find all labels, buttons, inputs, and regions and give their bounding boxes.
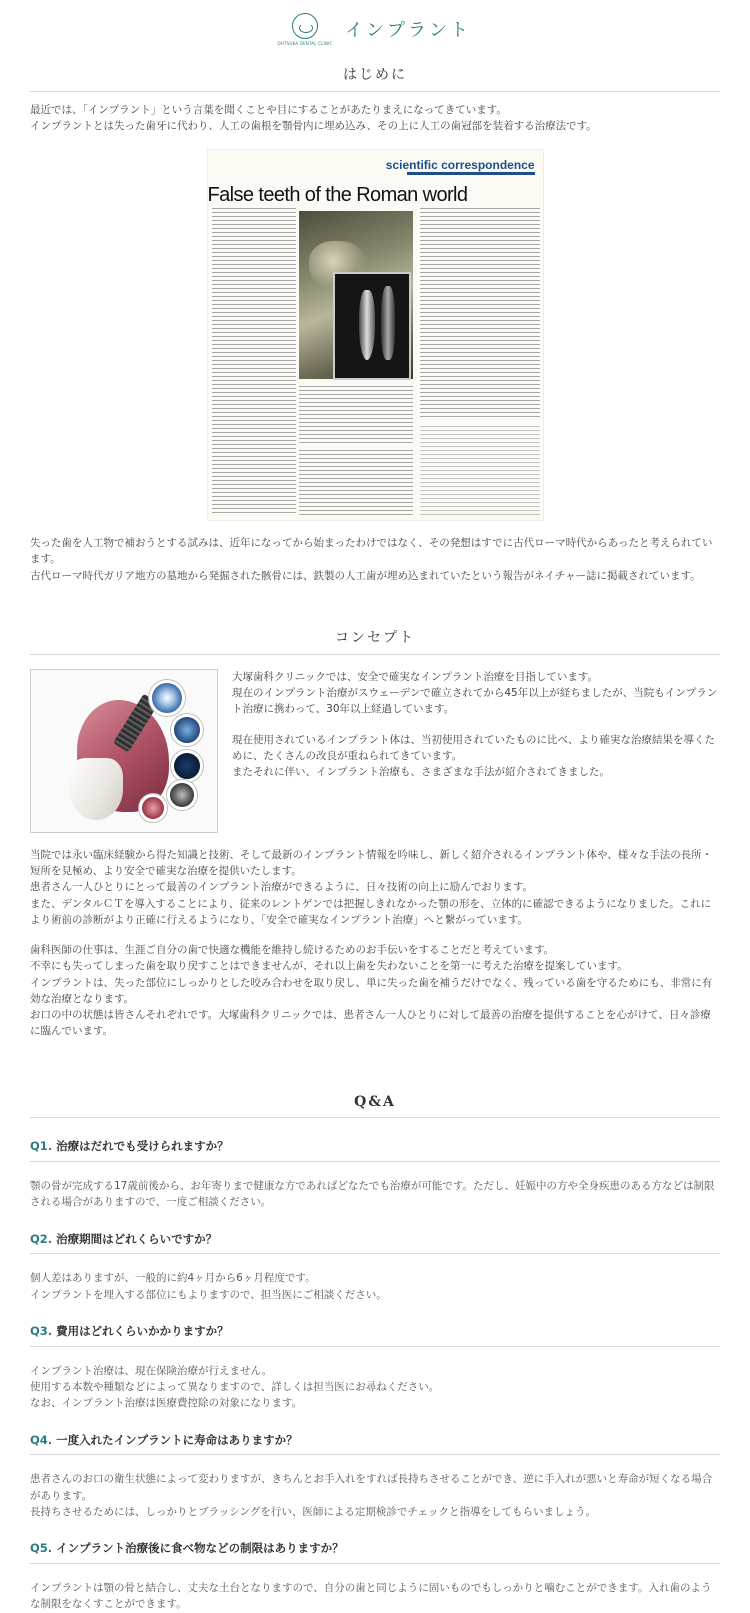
article-text-column (420, 208, 540, 418)
question-number: Q5. (30, 1541, 53, 1556)
article-text-column (212, 208, 296, 516)
detail-bubble (149, 680, 185, 716)
answer (30, 1580, 720, 1613)
question-text: 治療期間はどれくらいですか？ (56, 1231, 218, 1246)
detail-bubble (139, 794, 167, 822)
concept-body-line: 歯科医師の仕事は、生涯ご自分の歯で快適な機能を維持し続けるためのお手伝いをすることだと考えています。 (30, 944, 555, 957)
question (30, 1432, 720, 1456)
logo-icon (292, 13, 318, 39)
site-header (30, 0, 720, 55)
detail-bubble (171, 750, 203, 782)
question-number: Q2. (30, 1231, 53, 1246)
question-text: 一度入れたインプラントに寿命はありますか？ (56, 1432, 298, 1447)
intro-after-line: 失った歯を人工物で補おうとする試みは、近年になってから始まったわけではなく、その発想はすでに古代ローマ時代からあったと考えられています。 (30, 537, 713, 566)
question-number: Q1. (30, 1139, 53, 1154)
article-tag: scientific correspondence (385, 158, 535, 173)
concept-body-line: お口の中の状態は皆さんそれぞれです。大塚歯科クリニックでは、患者さん一人ひとりに対して最善の治療を提供することを心がけて、日々診療に臨んでいます。 (30, 1009, 711, 1038)
page-title: インプラント (345, 19, 471, 41)
qa-heading: Q&A (30, 1092, 720, 1119)
answer-line: 長持ちさせるためには、しっかりとブラッシングを行い、医師による定期検診でチェックと指導をしてもらいましょう。 (30, 1505, 596, 1518)
question (30, 1323, 720, 1347)
article-caption (299, 386, 413, 446)
concept-body-line: 当院では永い臨床経験から得た知識と技術、そして最新のインプラント情報を吟味し、新しく紹介されるインプラント体や、様々な手法の長所・短所を見極め、より安全で確実な治療を提供いたします。 (30, 848, 713, 877)
article-tag-rule (407, 172, 535, 175)
intro-after-line: 古代ローマ時代ガリア地方の墓地から発掘された骸骨には、鉄製の人工歯が埋め込まれていたという報告がネイチャー誌に掲載されています。 (30, 569, 701, 582)
question-number: Q4. (30, 1432, 53, 1447)
answer-line: 顎の骨が完成する17歳前後から、お年寄りまで健康な方であればどなたでも治療が可能です。ただし、妊娠中の方や全身疾患のある方などは制限される場合がありますので、一度ご相談ください。 (30, 1180, 715, 1209)
concept-body-1 (30, 847, 720, 928)
answer-line: インプラントを埋入する部位にもよりますので、担当医にご相談ください。 (30, 1288, 387, 1301)
xray-photo (333, 272, 411, 380)
article-image (207, 149, 544, 521)
intro-heading: はじめに (30, 65, 720, 92)
concept-heading: コンセプト (30, 628, 720, 655)
spacer (232, 718, 720, 732)
concept-line: またそれに伴い、インプラント治療も、さまざまな手法が紹介されてきました。 (232, 766, 610, 779)
qa-item (30, 1323, 720, 1412)
qa-item (30, 1138, 720, 1210)
answer (30, 1270, 720, 1303)
clinic-logo[interactable] (279, 13, 331, 49)
intro-section (30, 65, 720, 584)
concept-body-line: 患者さん一人ひとりにとって最善のインプラント治療ができるように、日々技術の向上に励んでおります。 (30, 881, 533, 894)
concept-line: 現在使用されているインプラント体は、当初使用されていたものに比べ、より確実な治療結果を導くために、たくさんの改良が重ねられてきています。 (232, 733, 715, 762)
concept-block (30, 669, 720, 833)
page (30, 0, 720, 1613)
question (30, 1231, 720, 1255)
implant-illustration (30, 669, 218, 833)
detail-bubble (167, 780, 197, 810)
article-text-column (299, 450, 413, 516)
intro-line: インプラントとは失った歯牙に代わり、人工の歯根を顎骨内に埋め込み、その上に人工の歯冠部を装着する治療法です。 (30, 119, 597, 132)
concept-body-line: また、デンタルＣＴを導入することにより、従来のレントゲンでは把握しきれなかった顎の形を、立体的に確認できるようになりました。これにより術前の診断がより正確に行えるようになり、「安全で確実なインプラント治療」へと繋がっています。 (30, 897, 712, 926)
qa-item (30, 1540, 720, 1612)
question-number: Q3. (30, 1324, 53, 1338)
concept-body-line: 不幸にも失ってしまった歯を取り戻すことはできませんが、それ以上歯を失わないことを第一に考えた治療を提案しています。 (30, 960, 628, 973)
answer-line: 個人差はありますが、一般的に約4ヶ月から6ヶ月程度です。 (30, 1272, 316, 1285)
concept-side-text (232, 669, 720, 833)
question-text: 治療はだれでも受けられますか？ (56, 1139, 229, 1154)
question-text: 費用はどれくらいかかりますか？ (56, 1324, 229, 1338)
answer-line: なお、インプラント治療は医療費控除の対象になります。 (30, 1397, 303, 1410)
detail-bubble (171, 714, 203, 746)
intro-line: 最近では、「インプラント」という言葉を聞くことや目にすることがあたりまえになってきています。 (30, 103, 507, 116)
answer (30, 1178, 720, 1211)
intro-after-text (30, 535, 720, 584)
question-text: インプラント治療後に食べ物などの制限はありますか？ (56, 1541, 344, 1556)
concept-line: 現在のインプラント治療がスウェーデンで確立されてから45年以上が経ちましたが、当院もインプラント治療に携わって、30年以上経過しています。 (232, 686, 718, 716)
answer (30, 1363, 720, 1412)
logo-text: OHTSUKA DENTAL CLINIC (277, 40, 333, 46)
qa-section (30, 1092, 720, 1613)
intro-text (30, 102, 720, 135)
qa-item (30, 1231, 720, 1303)
answer (30, 1471, 720, 1520)
qa-item (30, 1432, 720, 1521)
answer-line: 使用する本数や種類などによって異なりますので、詳しくは担当医にお尋ねください。 (30, 1381, 440, 1394)
article-references (420, 426, 540, 516)
question (30, 1138, 720, 1162)
concept-section (30, 628, 720, 1040)
answer-line: インプラントは顎の骨と結合し、丈夫な土台となりますので、自分の歯と同じように固いものでもしっかりと噛むことができます。入れ歯のような制限をなくすことができます。 (30, 1582, 712, 1611)
concept-body-line: インプラントは、失った部位にしっかりとした咬み合わせを取り戻し、単に失った歯を補うだけでなく、残っている歯を守るためにも、非常に有効な治療となります。 (30, 976, 713, 1005)
answer-line: インプラント治療は、現在保険治療が行えません。 (30, 1364, 273, 1377)
tooth-graphic (69, 758, 123, 820)
concept-line: 大塚歯科クリニックでは、安全で確実なインプラント治療を目指しています。 (232, 670, 599, 683)
article-title: False teeth of the Roman world (207, 184, 468, 207)
concept-body-2 (30, 942, 720, 1040)
answer-line: 患者さんのお口の衛生状態によって変わりますが、きちんとお手入れをすれば長持ちさせることができ、逆に手入れが悪いと寿命が短くなる場合があります。 (30, 1473, 713, 1502)
